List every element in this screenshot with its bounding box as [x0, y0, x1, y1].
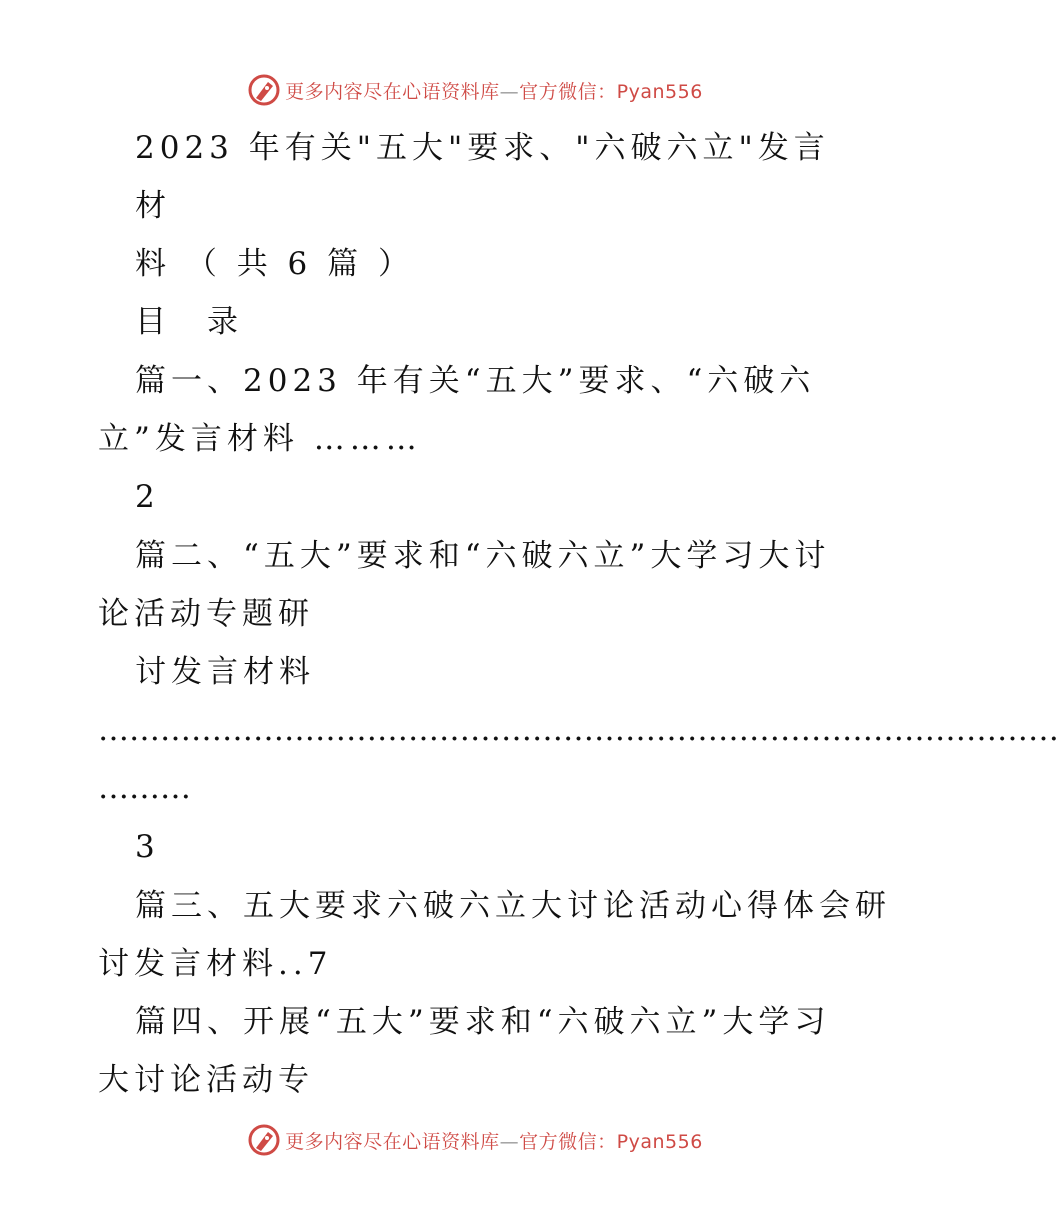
- document-title-line-3: 料 （ 共 6 篇 ）: [135, 246, 414, 282]
- footer-banner: [0, 1120, 950, 1160]
- document-title-line-1: 2023 年有关"五大"要求、"六破六立"发言: [135, 130, 830, 166]
- toc-item-4-line-2: 大讨论活动专: [98, 1062, 314, 1098]
- toc-item-3-line-1: 篇三、五大要求六破六立大讨论活动心得体会研: [135, 888, 891, 924]
- banner-wechat-text: 官方微信：Pyan556: [519, 80, 703, 103]
- banner-separator: —: [499, 80, 520, 103]
- toc-heading: 目 录: [135, 304, 243, 340]
- toc-item-4-line-1: 篇四、开展“五大”要求和“六破六立”大学习: [135, 1004, 831, 1040]
- toc-item-2-line-3: 讨发言材料: [135, 654, 315, 690]
- document-title-line-2: 材: [135, 188, 171, 224]
- toc-item-2-line-2: 论活动专题研: [98, 596, 314, 632]
- toc-item-3-line-2: 讨发言材料..7: [98, 946, 333, 982]
- banner-text: [285, 1127, 703, 1154]
- toc-item-2-leader-dots-2: ………: [98, 770, 191, 806]
- toc-item-2-page: 3: [135, 829, 160, 865]
- banner-wechat-text: 官方微信：Pyan556: [519, 1130, 703, 1153]
- toc-item-1-line-1: 篇一、2023 年有关“五大”要求、“六破六: [135, 363, 816, 399]
- banner-separator: —: [499, 1130, 520, 1153]
- toc-item-2-line-1: 篇二、“五大”要求和“六破六立”大学习大讨: [135, 538, 831, 574]
- banner-site-text: 更多内容尽在心语资料库: [285, 80, 500, 103]
- toc-item-1-page: 2: [135, 479, 160, 515]
- pen-nib-circle-icon: [247, 1123, 281, 1157]
- banner-site-text: 更多内容尽在心语资料库: [285, 1130, 500, 1153]
- toc-item-2-leader-dots-1: …………………………………………………………………………………: [98, 712, 1059, 748]
- toc-item-1-line-2: 立”发言材料 ………: [98, 421, 422, 457]
